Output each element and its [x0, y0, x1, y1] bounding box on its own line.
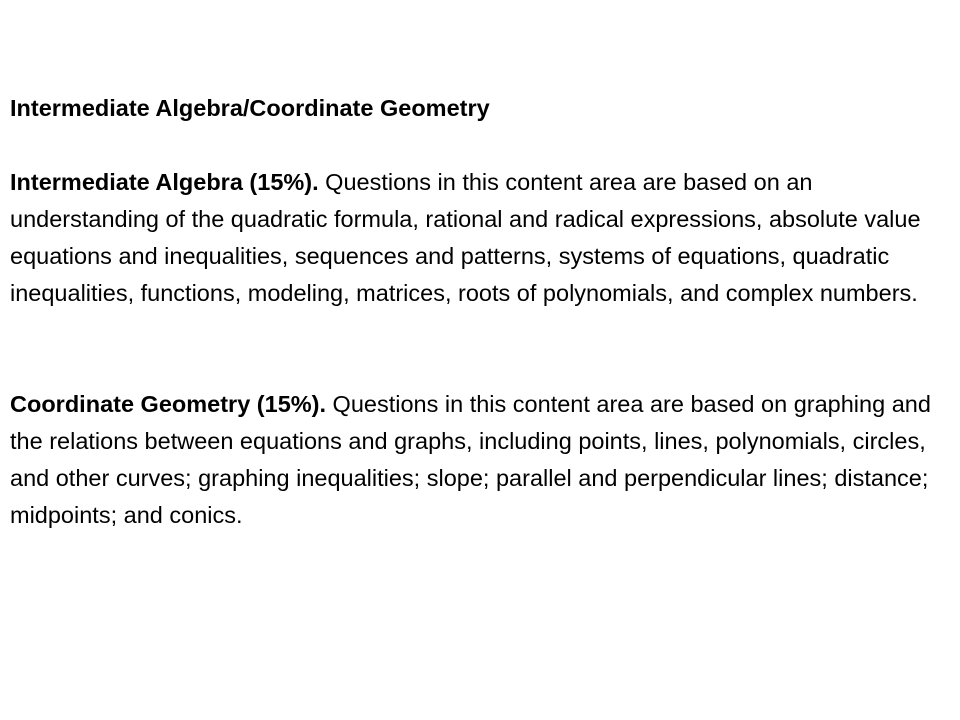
section-coordinate-geometry [10, 386, 945, 534]
page-title: Intermediate Algebra/Coordinate Geometry [10, 95, 490, 121]
spacer [10, 312, 945, 386]
spacer [10, 127, 945, 164]
section-heading: Coordinate Geometry (15%). [10, 391, 327, 417]
section-body: Questions in this content area are based on an understanding of the quadratic formula, rational and radical expressions, absolute value equations and inequalities, sequences and patterns, systems of equations, quadratic inequalities, functions, modeling, matrices, roots of polynomials, and complex numbers. [10, 169, 921, 306]
section-body: Questions in this content area are based on graphing and the relations between equations and graphs, including points, lines, polynomials, circles, and other curves; graphing inequalities; slope; parallel and perpendicular lines; distance; midpoints; and conics. [10, 391, 931, 528]
section-intermediate-algebra [10, 164, 945, 312]
section-heading: Intermediate Algebra (15%). [10, 169, 319, 195]
slide-content [10, 90, 945, 534]
